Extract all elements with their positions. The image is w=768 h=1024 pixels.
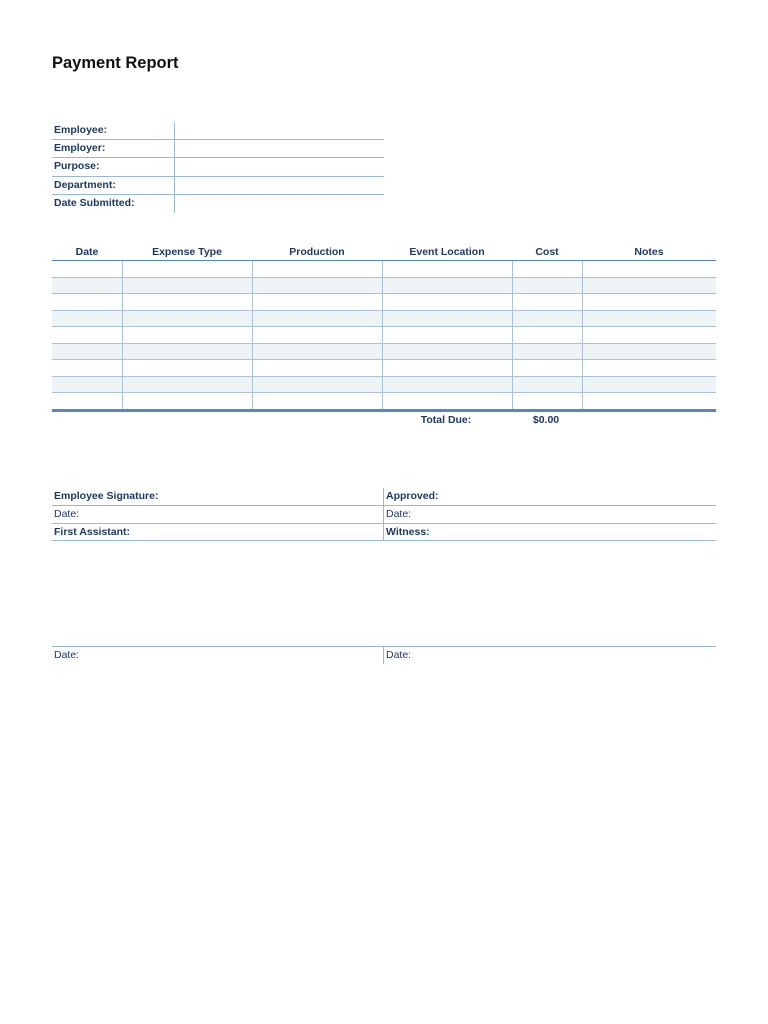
department-field[interactable] — [174, 177, 385, 195]
approved-date-label: Date: — [386, 507, 412, 520]
employee-field[interactable] — [174, 122, 385, 140]
employee-date-label: Date: — [54, 507, 80, 520]
production-cell[interactable] — [252, 393, 382, 411]
date-submitted-field[interactable] — [174, 195, 385, 213]
notes-cell[interactable] — [582, 376, 716, 393]
expense-table-body — [52, 261, 716, 411]
purpose-label: Purpose: — [54, 160, 100, 173]
event-location-cell[interactable] — [382, 376, 512, 393]
employer-row — [52, 140, 384, 158]
expense-type-cell[interactable] — [122, 310, 252, 327]
production-cell[interactable] — [252, 376, 382, 393]
cost-cell[interactable] — [512, 393, 582, 411]
date-submitted-row — [52, 195, 384, 212]
expense-type-cell[interactable] — [122, 294, 252, 311]
purpose-row — [52, 158, 384, 176]
notes-cell[interactable] — [582, 277, 716, 294]
department-row — [52, 177, 384, 195]
date-column-header: Date — [52, 243, 122, 261]
event-location-cell[interactable] — [382, 294, 512, 311]
expense-type-cell[interactable] — [122, 261, 252, 278]
page-title: Payment Report — [52, 54, 179, 72]
first-assistant-cell[interactable] — [52, 524, 383, 541]
employee-label: Employee: — [54, 124, 108, 136]
expense-table — [52, 243, 716, 412]
employer-label: Employer: — [54, 142, 106, 155]
date-cell[interactable] — [52, 261, 122, 278]
production-cell[interactable] — [252, 327, 382, 344]
table-row — [52, 393, 716, 411]
event-location-cell[interactable] — [382, 360, 512, 377]
table-row — [52, 327, 716, 344]
witness-label: Witness: — [386, 525, 430, 538]
event-location-cell[interactable] — [382, 343, 512, 360]
notes-cell[interactable] — [582, 327, 716, 344]
approved-cell[interactable] — [383, 488, 717, 505]
production-cell[interactable] — [252, 277, 382, 294]
date-submitted-label: Date Submitted: — [54, 196, 135, 209]
notes-cell[interactable] — [582, 310, 716, 327]
date-cell[interactable] — [52, 393, 122, 411]
table-row — [52, 376, 716, 393]
approved-date-cell[interactable] — [383, 506, 717, 523]
production-cell[interactable] — [252, 310, 382, 327]
signature-block-top — [52, 488, 716, 541]
employer-field[interactable] — [174, 140, 385, 158]
table-row — [52, 277, 716, 294]
notes-cell[interactable] — [582, 294, 716, 311]
cost-cell[interactable] — [512, 310, 582, 327]
first-assistant-date-cell[interactable] — [52, 647, 383, 664]
expense-type-cell[interactable] — [122, 277, 252, 294]
event-location-cell[interactable] — [382, 261, 512, 278]
total-due-value: $0.00 — [532, 414, 560, 426]
event-location-cell[interactable] — [382, 327, 512, 344]
date-cell[interactable] — [52, 277, 122, 294]
production-cell[interactable] — [252, 294, 382, 311]
employee-signature-label: Employee Signature: — [54, 490, 159, 502]
date-cell[interactable] — [52, 310, 122, 327]
cost-column-header: Cost — [512, 243, 582, 261]
production-cell[interactable] — [252, 343, 382, 360]
notes-cell[interactable] — [582, 343, 716, 360]
cost-cell[interactable] — [512, 294, 582, 311]
table-row — [52, 343, 716, 360]
cost-cell[interactable] — [512, 376, 582, 393]
first-assistant-date-label: Date: — [54, 649, 80, 661]
signature-block-bottom — [52, 646, 716, 664]
witness-date-label: Date: — [386, 649, 412, 661]
approved-label: Approved: — [386, 490, 439, 502]
date-cell[interactable] — [52, 360, 122, 377]
date-cell[interactable] — [52, 327, 122, 344]
event-location-cell[interactable] — [382, 310, 512, 327]
table-row — [52, 310, 716, 327]
date-cell[interactable] — [52, 294, 122, 311]
purpose-field[interactable] — [174, 158, 385, 176]
notes-column-header: Notes — [582, 243, 716, 261]
employee-row — [52, 122, 384, 140]
expense-type-column-header: Expense Type — [122, 243, 252, 261]
date-cell[interactable] — [52, 343, 122, 360]
table-row — [52, 261, 716, 278]
info-block — [52, 122, 384, 212]
employee-date-cell[interactable] — [52, 506, 383, 523]
table-row — [52, 294, 716, 311]
signature-row-3 — [52, 524, 716, 542]
cost-cell[interactable] — [512, 327, 582, 344]
event-location-cell[interactable] — [382, 393, 512, 411]
witness-cell[interactable] — [383, 524, 717, 541]
production-cell[interactable] — [252, 261, 382, 278]
expense-type-cell[interactable] — [122, 327, 252, 344]
expense-type-cell[interactable] — [122, 393, 252, 411]
signature-row-4 — [52, 647, 716, 664]
expense-type-cell[interactable] — [122, 376, 252, 393]
cost-cell[interactable] — [512, 261, 582, 278]
event-location-column-header: Event Location — [382, 243, 512, 261]
cost-cell[interactable] — [512, 277, 582, 294]
employee-signature-cell[interactable] — [52, 488, 383, 505]
expense-type-cell[interactable] — [122, 343, 252, 360]
cost-cell[interactable] — [512, 360, 582, 377]
cost-cell[interactable] — [512, 343, 582, 360]
department-label: Department: — [54, 178, 116, 191]
first-assistant-label: First Assistant: — [54, 525, 131, 538]
notes-cell[interactable] — [582, 261, 716, 278]
production-cell[interactable] — [252, 360, 382, 377]
witness-date-cell[interactable] — [383, 647, 717, 664]
total-due-label: Total Due: — [420, 414, 472, 426]
table-row — [52, 360, 716, 377]
date-cell[interactable] — [52, 376, 122, 393]
event-location-cell[interactable] — [382, 277, 512, 294]
table-header-row — [52, 243, 716, 261]
signature-row-2 — [52, 506, 716, 524]
signature-row-1 — [52, 488, 716, 506]
production-column-header: Production — [252, 243, 382, 261]
notes-cell[interactable] — [582, 393, 716, 411]
notes-cell[interactable] — [582, 360, 716, 377]
expense-type-cell[interactable] — [122, 360, 252, 377]
